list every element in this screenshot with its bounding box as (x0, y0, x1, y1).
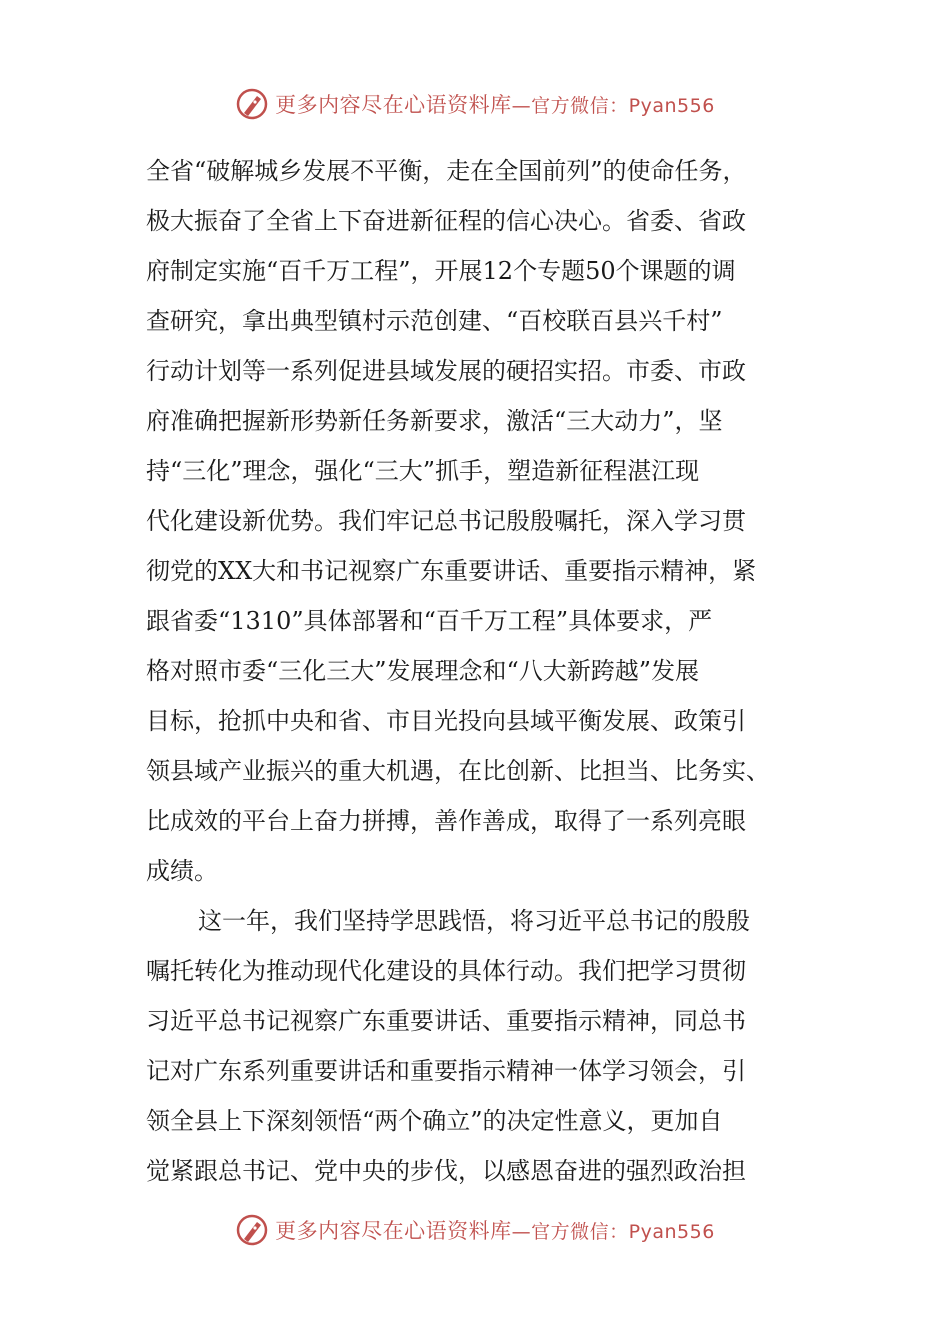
text-line: 领县域产业振兴的重大机遇，在比创新、比担当、比务实、 (146, 757, 770, 785)
text-line: 极大振奋了全省上下奋进新征程的信心决心。省委、省政 (146, 207, 746, 235)
text-line: 彻党的XX大和书记视察广东重要讲话、重要指示精神，紧 (146, 557, 757, 585)
text-line: 府准确把握新形势新任务新要求，激活“三大动力”，坚 (146, 407, 723, 435)
text-line: 跟省委“1310”具体部署和“百千万工程”具体要求，严 (146, 607, 713, 635)
pen-nib-logo-icon (235, 1213, 269, 1247)
header-banner (0, 84, 950, 124)
text-line: 持“三化”理念，强化“三大”抓手，塑造新征程湛江现 (146, 457, 700, 485)
text-line: 目标，抢抓中央和省、市目光投向县域平衡发展、政策引 (146, 707, 746, 735)
header-site-text: 更多内容尽在心语资料库 (275, 93, 512, 117)
paragraph-1 (146, 146, 806, 896)
text-line: 习近平总书记视察广东重要讲话、重要指示精神，同总书 (146, 1007, 746, 1035)
text-line: 府制定实施“百千万工程”，开展12个专题50个课题的调 (146, 257, 736, 285)
text-line: 成绩。 (146, 857, 218, 885)
text-line: 觉紧跟总书记、党中央的步伐，以感恩奋进的强烈政治担 (146, 1157, 746, 1185)
text-line: 行动计划等一系列促进县域发展的硬招实招。市委、市政 (146, 357, 746, 385)
paragraph-2 (146, 896, 806, 1196)
text-line: 全省“破解城乡发展不平衡，走在全国前列”的使命任务， (146, 157, 747, 185)
document-body (146, 146, 806, 1196)
footer-banner (0, 1210, 950, 1250)
text-line: 代化建设新优势。我们牢记总书记殷殷嘱托，深入学习贯 (146, 507, 746, 535)
text-line: 嘱托转化为推动现代化建设的具体行动。我们把学习贯彻 (146, 957, 746, 985)
text-line: 领全县上下深刻领悟“两个确立”的决定性意义，更加自 (146, 1107, 723, 1135)
footer-site-text: 更多内容尽在心语资料库 (275, 1219, 512, 1243)
text-line: 记对广东系列重要讲话和重要指示精神一体学习领会，引 (146, 1057, 746, 1085)
text-line: 格对照市委“三化三大”发展理念和“八大新跨越”发展 (146, 657, 700, 685)
text-line: 比成效的平台上奋力拼搏，善作善成，取得了一系列亮眼 (146, 807, 746, 835)
header-contact-text: —官方微信：Pyan556 (511, 94, 715, 117)
footer-contact-text: —官方微信：Pyan556 (511, 1220, 715, 1243)
text-line: 这一年，我们坚持学思践悟，将习近平总书记的殷殷 (198, 907, 750, 935)
pen-nib-logo-icon (235, 87, 269, 121)
text-line: 查研究，拿出典型镇村示范创建、“百校联百县兴千村” (146, 307, 723, 335)
